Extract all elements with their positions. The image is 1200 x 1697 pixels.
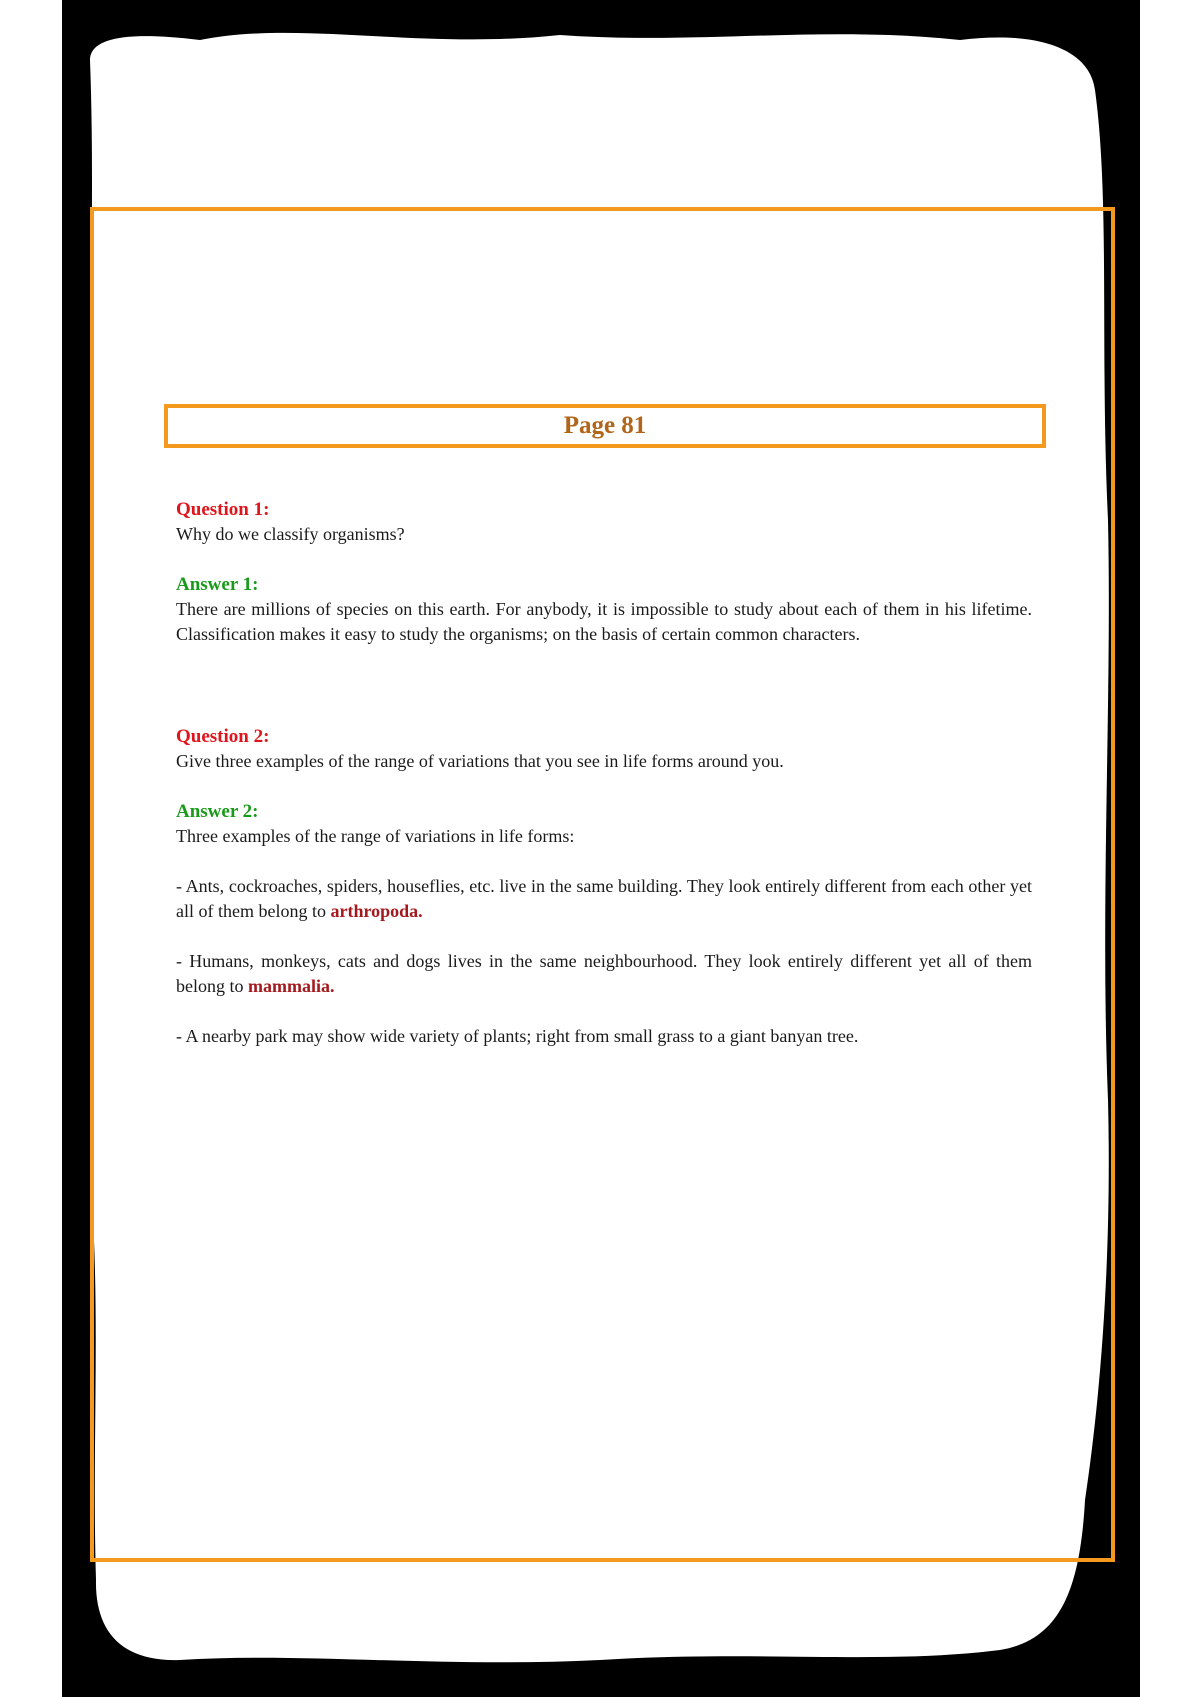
page-title: Page 81 <box>563 412 647 439</box>
answer-1-label: Answer 1: <box>176 574 259 595</box>
question-2-text: Give three examples of the range of variations that you see in life forms around you. <box>176 751 784 771</box>
answer-2-label: Answer 2: <box>176 801 259 822</box>
answer-1-text: There are millions of species on this earth. For anybody, it is impossible to study about each of them in his lifetime. Classification makes it easy to study the organisms; on the basis of certain common characters. <box>176 599 1032 644</box>
question-1-text: Why do we classify organisms? <box>176 524 405 544</box>
answer-2-example-3 <box>176 1024 1032 1049</box>
example-1-term: arthropoda. <box>330 901 423 921</box>
question-1-label: Question 1: <box>176 499 270 520</box>
qa-content <box>176 497 1032 1049</box>
example-2-term: mammalia. <box>248 976 335 996</box>
example-1-text: - Ants, cockroaches, spiders, houseflies, etc. live in the same building. They look entirely different from each other yet all of them belong to <box>176 876 1032 921</box>
question-2-label: Question 2: <box>176 726 270 747</box>
answer-2-example-2 <box>176 949 1032 999</box>
answer-2-example-1 <box>176 874 1032 924</box>
answer-2-intro: Three examples of the range of variations in life forms: <box>176 826 575 846</box>
example-2-text: - Humans, monkeys, cats and dogs lives in the same neighbourhood. They look entirely different yet all of them belong to <box>176 951 1032 996</box>
example-3-text: - A nearby park may show wide variety of plants; right from small grass to a giant banyan tree. <box>176 1026 859 1046</box>
page-header-box <box>164 404 1046 448</box>
